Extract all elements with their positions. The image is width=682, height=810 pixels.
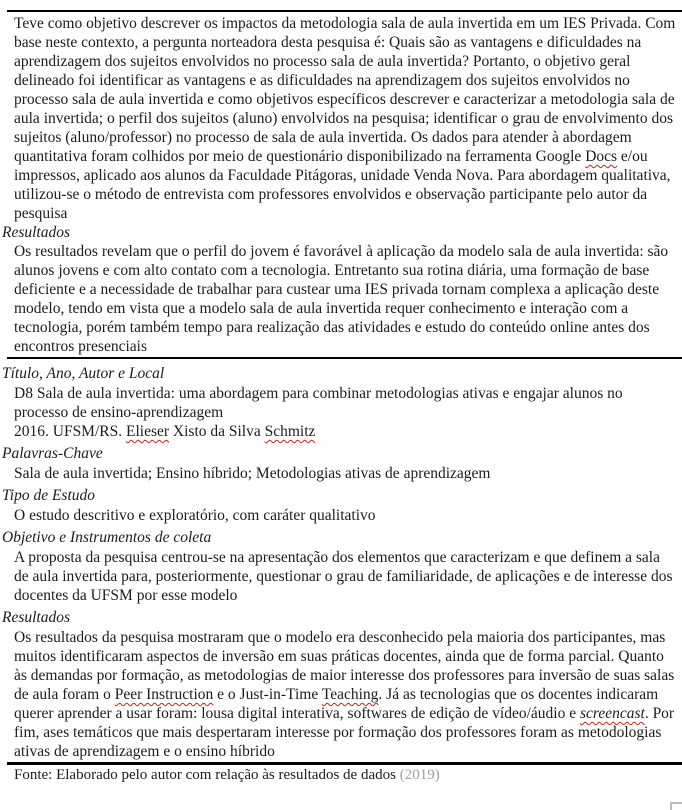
text-run: . Já as tecnologias que os docentes indicaram querer aprender a usar foram: lousa digital interativa, softwares de edição de vídeo/áudio e — [14, 686, 659, 722]
text-run: . Por fim, ases temáticos que mais despertaram interesse por formação dos professores foram as metodologias ativas de aprendizagem e o ensino híbrido — [14, 705, 675, 760]
table-row — [2, 357, 682, 762]
misspelled-word: Schmitz — [264, 423, 316, 440]
text-run: Sala de aula invertida; Ensino híbrido; Metodologias ativas de aprendizagem — [14, 465, 491, 482]
section-heading: Objetivo e Instrumentos de coleta — [2, 529, 212, 546]
text-run: Xisto da Silva — [169, 423, 265, 440]
paragraph — [7, 384, 677, 422]
misspelled-word: Elieser — [125, 423, 170, 440]
table-row — [2, 12, 682, 357]
paragraph — [7, 548, 677, 605]
paragraph — [7, 422, 677, 441]
paragraph — [7, 506, 677, 525]
section-heading: Palavras-Chave — [2, 445, 103, 462]
text-run: Os resultados da pesquisa mostraram que o modelo era desconhecido pela maioria dos participantes, mas muitos identificaram aspectos de inversão em suas práticas docentes, ainda que de forma parcial. Quanto às demandas por formação, as metodologias de maior interesse dos professores para inversão de suas salas de aula foram o — [14, 629, 675, 703]
section-heading: Título, Ano, Autor e Local — [2, 365, 165, 382]
source-caption-year: (2019) — [399, 767, 440, 783]
table-corner-marker — [670, 802, 682, 810]
text-run: O estudo descritivo e exploratório, com caráter qualitativo — [14, 507, 376, 524]
source-caption-text: Fonte: Elaborado pelo autor com relação às resultados de dados — [14, 767, 400, 783]
paragraph — [7, 628, 677, 761]
text-run: e/ou impressos, aplicado aos alunos da Faculdade Pitágoras, unidade Venda Nova. Para abordagem qualitativa, utilizou-se o método de entrevista com professores envolvidos e observação participante pelo autor da pesquisa — [14, 148, 671, 222]
paragraph — [7, 242, 677, 356]
text-run: e o Just-in-Time — [213, 686, 322, 703]
text-run: 2016. UFSM/RS. — [14, 423, 126, 440]
document-rows — [2, 12, 682, 762]
document-table — [2, 10, 682, 765]
misspelled-word: screencast — [579, 705, 645, 722]
paragraph — [7, 464, 677, 483]
paragraph — [7, 14, 677, 223]
text-run: Os resultados revelam que o perfil do jovem é favorável à aplicação da modelo sala de aula invertida: são alunos jovens e com alto contato com a tecnologia. Entretanto sua rotina diária, uma formação de base deficiente e a necessidade de trabalhar para custear uma IES privada tornam complexa a aplicação deste modelo, tendo em vista que a modelo sala de aula invertida requer conhecimento e interação com a tecnologia, porém também tempo para realização das atividades e estudo do conteúdo online antes dos encontros presenciais — [14, 243, 669, 355]
text-run: D8 Sala de aula invertida: uma abordagem para combinar metodologias ativas e engajar alunos no processo de ensino-aprendizagem — [14, 385, 623, 421]
text-run: Teve como objetivo descrever os impactos da metodologia sala de aula invertida em um IES Privada. Com base neste contexto, a pergunta norteadora desta pesquisa é: Quais são as vantagens e dificuldades na aprendizagem dos sujeitos envolvidos no processo sala de aula invertida? Portanto, o objetivo geral delineado foi identificar as vantagens e as dificuldades na aprendizagem dos sujeitos envolvidos no processo sala de aula invertida e como objetivos específicos descrever e caracterizar a metodologia sala de aula invertida; o perfil dos sujeitos (aluno) envolvidos na pesquisa; identificar o grau de envolvimento dos sujeitos (aluno/professor) no processo de sala de aula invertida. Os dados para atender à abordagem quantitativa foram colhidos por meio de questionário disponibilizado na ferramenta Google — [14, 15, 676, 165]
section-heading: Tipo de Estudo — [2, 487, 96, 504]
misspelled-word: Teaching — [321, 686, 379, 703]
section-heading: Resultados — [2, 609, 71, 626]
text-run: A proposta da pesquisa centrou-se na apresentação dos elementos que caracterizam e que definem a sala de aula invertida para, posteriormente, questionar o grau de familiaridade, de aplicações e de interesse dos docentes da UFSM por esse modelo — [14, 549, 673, 604]
misspelled-word: Docs — [585, 148, 618, 165]
misspelled-word: Peer Instruction — [114, 686, 214, 703]
section-heading: Resultados — [2, 224, 71, 241]
source-caption — [14, 766, 682, 785]
